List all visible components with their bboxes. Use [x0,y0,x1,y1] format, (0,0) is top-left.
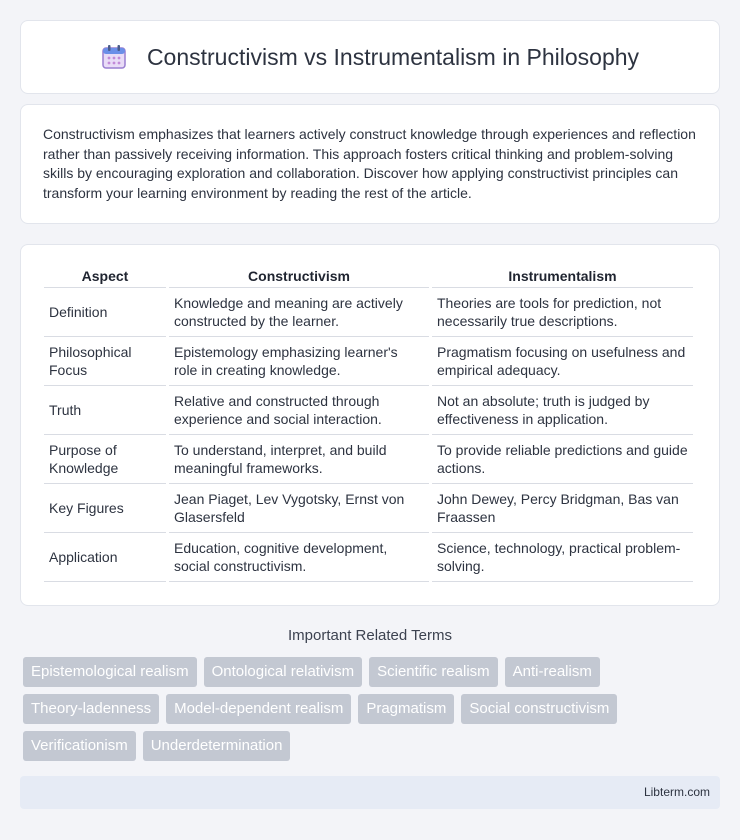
intro-text: Constructivism emphasizes that learners actively construct knowledge through experiences and reflection rather than passively receiving information. This approach fosters critical thinking and problem-solving skills by encouraging exploration and collaboration. Discover how applying constructivist principles can transform your learning environment by reading the rest of the article. [43,126,696,201]
comparison-table [41,265,696,582]
cell-constructivism: Relative and constructed through experience and social interaction. [169,386,429,435]
comparison-table-card [20,244,720,606]
calendar-icon [101,44,127,70]
page-title: Constructivism vs Instrumentalism in Philosophy [146,43,640,70]
cell-constructivism: To understand, interpret, and build meaningful frameworks. [169,435,429,484]
cell-instrumentalism: To provide reliable predictions and guide actions. [432,435,693,484]
title-card [20,20,720,94]
intro-card [20,104,720,224]
footer [20,776,720,809]
related-terms-list [23,657,723,761]
table-row [44,288,693,337]
related-term-tag[interactable]: Verificationism [23,731,136,761]
header-constructivism: Constructivism [169,265,429,288]
cell-aspect: Definition [44,288,166,337]
table-row [44,533,693,582]
related-term-tag[interactable]: Underdetermination [143,731,291,761]
cell-aspect: Purpose of Knowledge [44,435,166,484]
table-row [44,386,693,435]
related-term-tag[interactable]: Pragmatism [358,694,454,724]
table-row [44,337,693,386]
related-terms-title: Important Related Terms [288,627,452,644]
cell-instrumentalism: Pragmatism focusing on usefulness and empirical adequacy. [432,337,693,386]
cell-constructivism: Epistemology emphasizing learner's role in creating knowledge. [169,337,429,386]
related-term-tag[interactable]: Model-dependent realism [166,694,351,724]
cell-instrumentalism: Theories are tools for prediction, not necessarily true descriptions. [432,288,693,337]
cell-constructivism: Knowledge and meaning are actively constructed by the learner. [169,288,429,337]
related-term-tag[interactable]: Anti-realism [505,657,600,687]
table-row [44,435,693,484]
footer-site-link[interactable]: Libterm.com [643,785,710,799]
header-instrumentalism: Instrumentalism [432,265,693,288]
cell-constructivism: Education, cognitive development, social constructivism. [169,533,429,582]
cell-aspect: Key Figures [44,484,166,533]
related-term-tag[interactable]: Ontological relativism [204,657,363,687]
cell-instrumentalism: Science, technology, practical problem-solving. [432,533,693,582]
table-header-row [44,265,693,288]
cell-constructivism: Jean Piaget, Lev Vygotsky, Ernst von Glasersfeld [169,484,429,533]
related-term-tag[interactable]: Theory-ladenness [23,694,159,724]
cell-instrumentalism: John Dewey, Percy Bridgman, Bas van Fraassen [432,484,693,533]
cell-aspect: Application [44,533,166,582]
related-term-tag[interactable]: Social constructivism [461,694,617,724]
related-term-tag[interactable]: Scientific realism [369,657,498,687]
cell-aspect: Truth [44,386,166,435]
table-row [44,484,693,533]
header-aspect: Aspect [44,265,166,288]
related-term-tag[interactable]: Epistemological realism [23,657,197,687]
cell-aspect: Philosophical Focus [44,337,166,386]
cell-instrumentalism: Not an absolute; truth is judged by effectiveness in application. [432,386,693,435]
